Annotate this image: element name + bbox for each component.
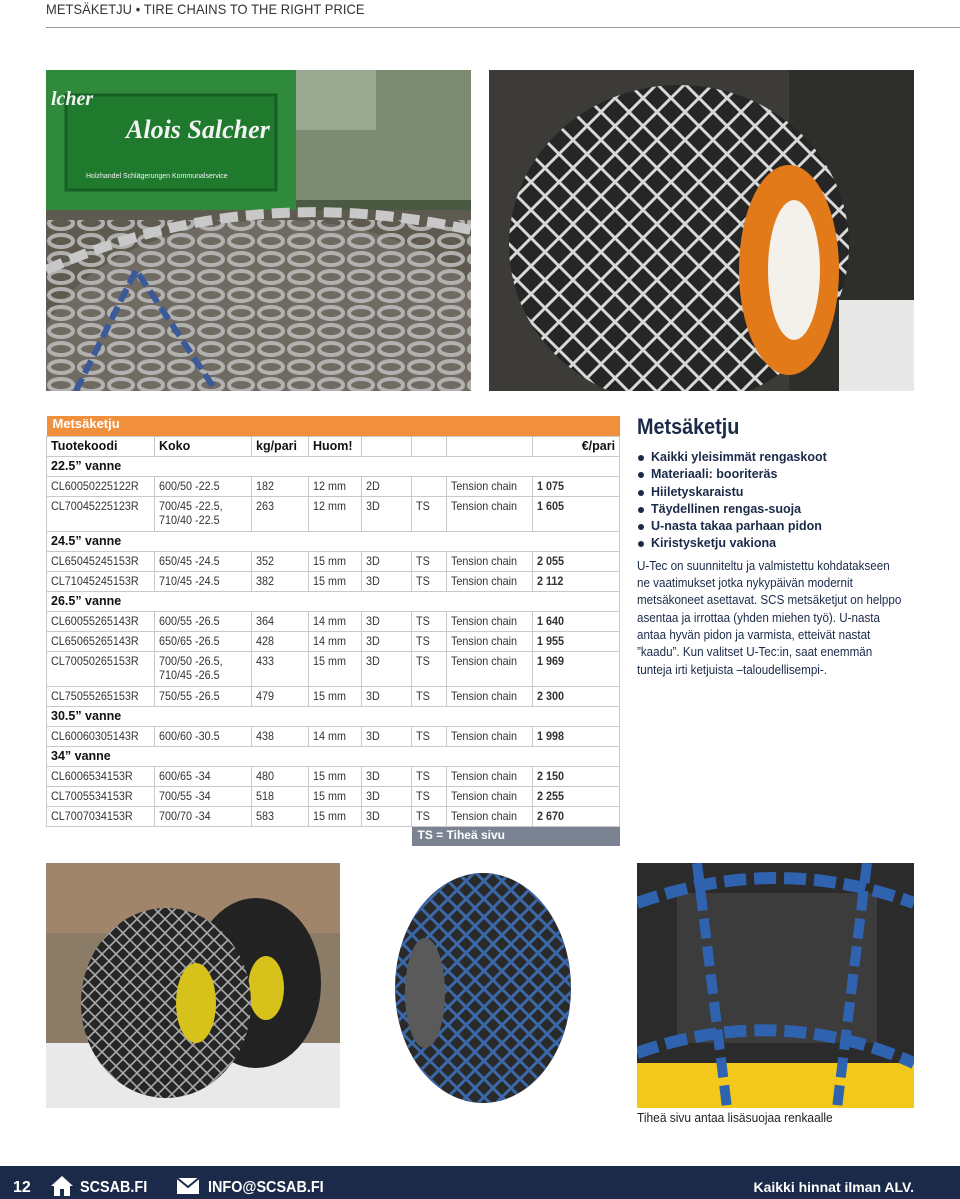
feature-item: Täydellinen rengas-suoja <box>637 501 927 518</box>
feature-item: Kiristysketju vakiona <box>637 535 927 552</box>
photo-blue-net-chain <box>385 863 580 1108</box>
group-label: 34” vanne <box>47 747 620 767</box>
chain-thickness: 15 mm <box>313 809 347 823</box>
feature-item: U-nasta takaa parhaan pidon <box>637 518 927 535</box>
photo-chained-tires-snow <box>46 863 340 1108</box>
pattern: 3D <box>366 769 380 783</box>
col-header: Koko <box>155 437 252 457</box>
weight: 364 <box>256 614 275 628</box>
table-row <box>47 687 620 707</box>
col-header <box>447 437 533 457</box>
weight: 583 <box>256 809 275 823</box>
tire-size: 700/55 -34 <box>159 789 211 803</box>
product-code: CL65065265143R <box>51 634 139 648</box>
price: 1 955 <box>537 634 565 648</box>
chain-thickness: 15 mm <box>313 554 347 568</box>
website-link[interactable]: SCSAB.FI <box>80 1179 148 1196</box>
chain-thickness: 15 mm <box>313 654 347 668</box>
product-code: CL7007034153R <box>51 809 133 823</box>
home-icon <box>50 1175 74 1197</box>
ts-flag: TS <box>416 634 430 648</box>
tire-size: 600/60 -30.5 <box>159 729 220 743</box>
tire-size: 700/70 -34 <box>159 809 211 823</box>
price: 2 255 <box>537 789 565 803</box>
ts-flag: TS <box>416 654 430 668</box>
pattern: 3D <box>366 499 380 513</box>
sign-text-sub: Holzhandel Schlägerungen Kommunalservice <box>86 173 228 180</box>
pattern: 3D <box>366 574 380 588</box>
email-link[interactable]: INFO@SCSAB.FI <box>208 1179 324 1196</box>
table-group-row <box>47 592 620 612</box>
weight: 263 <box>256 499 275 513</box>
chain-type: Tension chain <box>451 574 518 588</box>
weight: 480 <box>256 769 275 783</box>
chain-thickness: 14 mm <box>313 729 347 743</box>
chain-type: Tension chain <box>451 554 518 568</box>
sign-text-main: Alois Salcher <box>126 115 270 144</box>
feature-list <box>637 449 927 553</box>
product-code: CL70045225123R <box>51 499 139 513</box>
tire-size: 600/50 -22.5 <box>159 479 220 493</box>
sign-text-partial: lcher <box>51 88 94 110</box>
chain-type: Tension chain <box>451 654 518 668</box>
tire-size: 600/65 -34 <box>159 769 211 783</box>
chain-type: Tension chain <box>451 499 518 513</box>
photo-caption: Tiheä sivu antaa lisäsuojaa renkaalle <box>637 1110 833 1125</box>
chain-type: Tension chain <box>451 634 518 648</box>
table-row <box>47 552 620 572</box>
table-row <box>47 477 620 497</box>
col-header: Tuotekoodi <box>47 437 155 457</box>
chain-thickness: 14 mm <box>313 614 347 628</box>
col-header <box>362 437 412 457</box>
tire-size-alt: 710/45 -26.5 <box>159 668 220 682</box>
group-label: 26.5” vanne <box>47 592 620 612</box>
pattern: 3D <box>366 809 380 823</box>
product-description <box>637 414 927 679</box>
tire-size: 650/65 -26.5 <box>159 634 220 648</box>
chain-type: Tension chain <box>451 729 518 743</box>
feature-item: Materiaali: booriteräs <box>637 466 927 483</box>
pattern: 2D <box>366 479 380 493</box>
price: 2 055 <box>537 554 565 568</box>
ts-flag: TS <box>416 614 430 628</box>
chain-type: Tension chain <box>451 809 518 823</box>
table-row <box>47 497 620 532</box>
chain-type: Tension chain <box>451 769 518 783</box>
col-header: Huom! <box>309 437 362 457</box>
chain-type: Tension chain <box>451 479 518 493</box>
price: 1 998 <box>537 729 565 743</box>
weight: 352 <box>256 554 275 568</box>
price: 1 075 <box>537 479 565 493</box>
ts-flag: TS <box>416 499 430 513</box>
table-group-row <box>47 707 620 727</box>
photo-forestry-machine-chain <box>46 70 471 391</box>
feature-item: Hiiletyskaraistu <box>637 484 927 501</box>
table-header-row <box>47 437 620 457</box>
tire-size: 710/45 -24.5 <box>159 574 220 588</box>
ts-flag: TS <box>416 574 430 588</box>
table-row <box>47 612 620 632</box>
page-footer <box>0 1166 960 1199</box>
pattern: 3D <box>366 689 380 703</box>
product-code: CL75055265153R <box>51 689 139 703</box>
weight: 428 <box>256 634 275 648</box>
vat-note: Kaikki hinnat ilman ALV. <box>753 1179 914 1195</box>
header-title: METSÄKETJU • TIRE CHAINS TO THE RIGHT PRICE <box>46 1 365 17</box>
price-table <box>46 416 620 846</box>
pattern: 3D <box>366 654 380 668</box>
chain-type: Tension chain <box>451 614 518 628</box>
weight: 382 <box>256 574 275 588</box>
price: 2 112 <box>537 574 564 588</box>
chain-thickness: 14 mm <box>313 634 347 648</box>
table-row <box>47 727 620 747</box>
ts-flag: TS <box>416 809 430 823</box>
photo-tire-chain-snow <box>489 70 914 391</box>
pattern: 3D <box>366 554 380 568</box>
product-code: CL60055265143R <box>51 614 139 628</box>
weight: 433 <box>256 654 275 668</box>
table-row <box>47 767 620 787</box>
tire-size: 600/55 -26.5 <box>159 614 220 628</box>
chain-thickness: 15 mm <box>313 789 347 803</box>
chain-thickness: 15 mm <box>313 574 347 588</box>
price: 1 605 <box>537 499 565 513</box>
price: 2 300 <box>537 689 565 703</box>
group-label: 22.5” vanne <box>47 457 620 477</box>
product-code: CL6006534153R <box>51 769 133 783</box>
col-header: €/pari <box>533 437 620 457</box>
weight: 182 <box>256 479 275 493</box>
tire-size: 750/55 -26.5 <box>159 689 220 703</box>
tire-size-alt: 710/40 -22.5 <box>159 513 220 527</box>
ts-flag: TS <box>416 554 430 568</box>
product-code: CL60050225122R <box>51 479 139 493</box>
photo-chain-closeup <box>637 863 914 1108</box>
weight: 438 <box>256 729 275 743</box>
group-label: 24.5” vanne <box>47 532 620 552</box>
ts-flag: TS <box>416 789 430 803</box>
price: 2 150 <box>537 769 565 783</box>
chain-thickness: 12 mm <box>313 479 347 493</box>
price: 2 670 <box>537 809 565 823</box>
table-row <box>47 572 620 592</box>
group-label: 30.5” vanne <box>47 707 620 727</box>
pattern: 3D <box>366 614 380 628</box>
weight: 479 <box>256 689 275 703</box>
table-group-row <box>47 532 620 552</box>
product-code: CL60060305143R <box>51 729 139 743</box>
page-header <box>0 0 960 28</box>
product-code: CL7005534153R <box>51 789 133 803</box>
ts-flag: TS <box>416 769 430 783</box>
table-group-row <box>47 457 620 477</box>
pattern: 3D <box>366 729 380 743</box>
table-footnote-row <box>47 827 620 847</box>
pattern: 3D <box>366 634 380 648</box>
table-row <box>47 807 620 827</box>
table-row <box>47 632 620 652</box>
ts-flag: TS <box>416 689 430 703</box>
price: 1 969 <box>537 654 565 668</box>
chain-type: Tension chain <box>451 789 518 803</box>
chain-thickness: 15 mm <box>313 689 347 703</box>
mail-icon <box>176 1175 202 1195</box>
chain-type: Tension chain <box>451 689 518 703</box>
col-header <box>412 437 447 457</box>
feature-item: Kaikki yleisimmät rengaskoot <box>637 449 927 466</box>
product-code: CL65045245153R <box>51 554 139 568</box>
col-header: kg/pari <box>252 437 309 457</box>
product-code: CL71045245153R <box>51 574 139 588</box>
table-title: Metsäketju <box>47 416 620 437</box>
page-number: 12 <box>13 1179 31 1196</box>
table-group-row <box>47 747 620 767</box>
weight: 518 <box>256 789 275 803</box>
tire-size: 700/50 -26.5, <box>159 654 223 668</box>
tire-size: 650/45 -24.5 <box>159 554 220 568</box>
ts-flag: TS <box>416 729 430 743</box>
side-title: Metsäketju <box>637 414 740 439</box>
product-code: CL70050265153R <box>51 654 139 668</box>
tire-size: 700/45 -22.5, <box>159 499 223 513</box>
table-row <box>47 787 620 807</box>
table-footnote: TS = Tiheä sivu <box>412 827 620 847</box>
chain-thickness: 12 mm <box>313 499 347 513</box>
description-text: U-Tec on suunniteltu ja valmistettu kohdatakseen ne vaatimukset jotka nykypäivän modernit metsäkoneet asettavat. SCS metsäketjut on helppo asentaa ja irrottaa (yhden miehen työ). U-nasta antaa hyvän pidon ja varmista, etteivät nastat ”kaadu”. Kun valitset U-Tec:in, saat enemmän tunteja irti ketjuista –taloudellisempi-. <box>637 558 902 677</box>
header-rule <box>46 27 960 28</box>
table-row <box>47 652 620 687</box>
price: 1 640 <box>537 614 565 628</box>
chain-thickness: 15 mm <box>313 769 347 783</box>
pattern: 3D <box>366 789 380 803</box>
